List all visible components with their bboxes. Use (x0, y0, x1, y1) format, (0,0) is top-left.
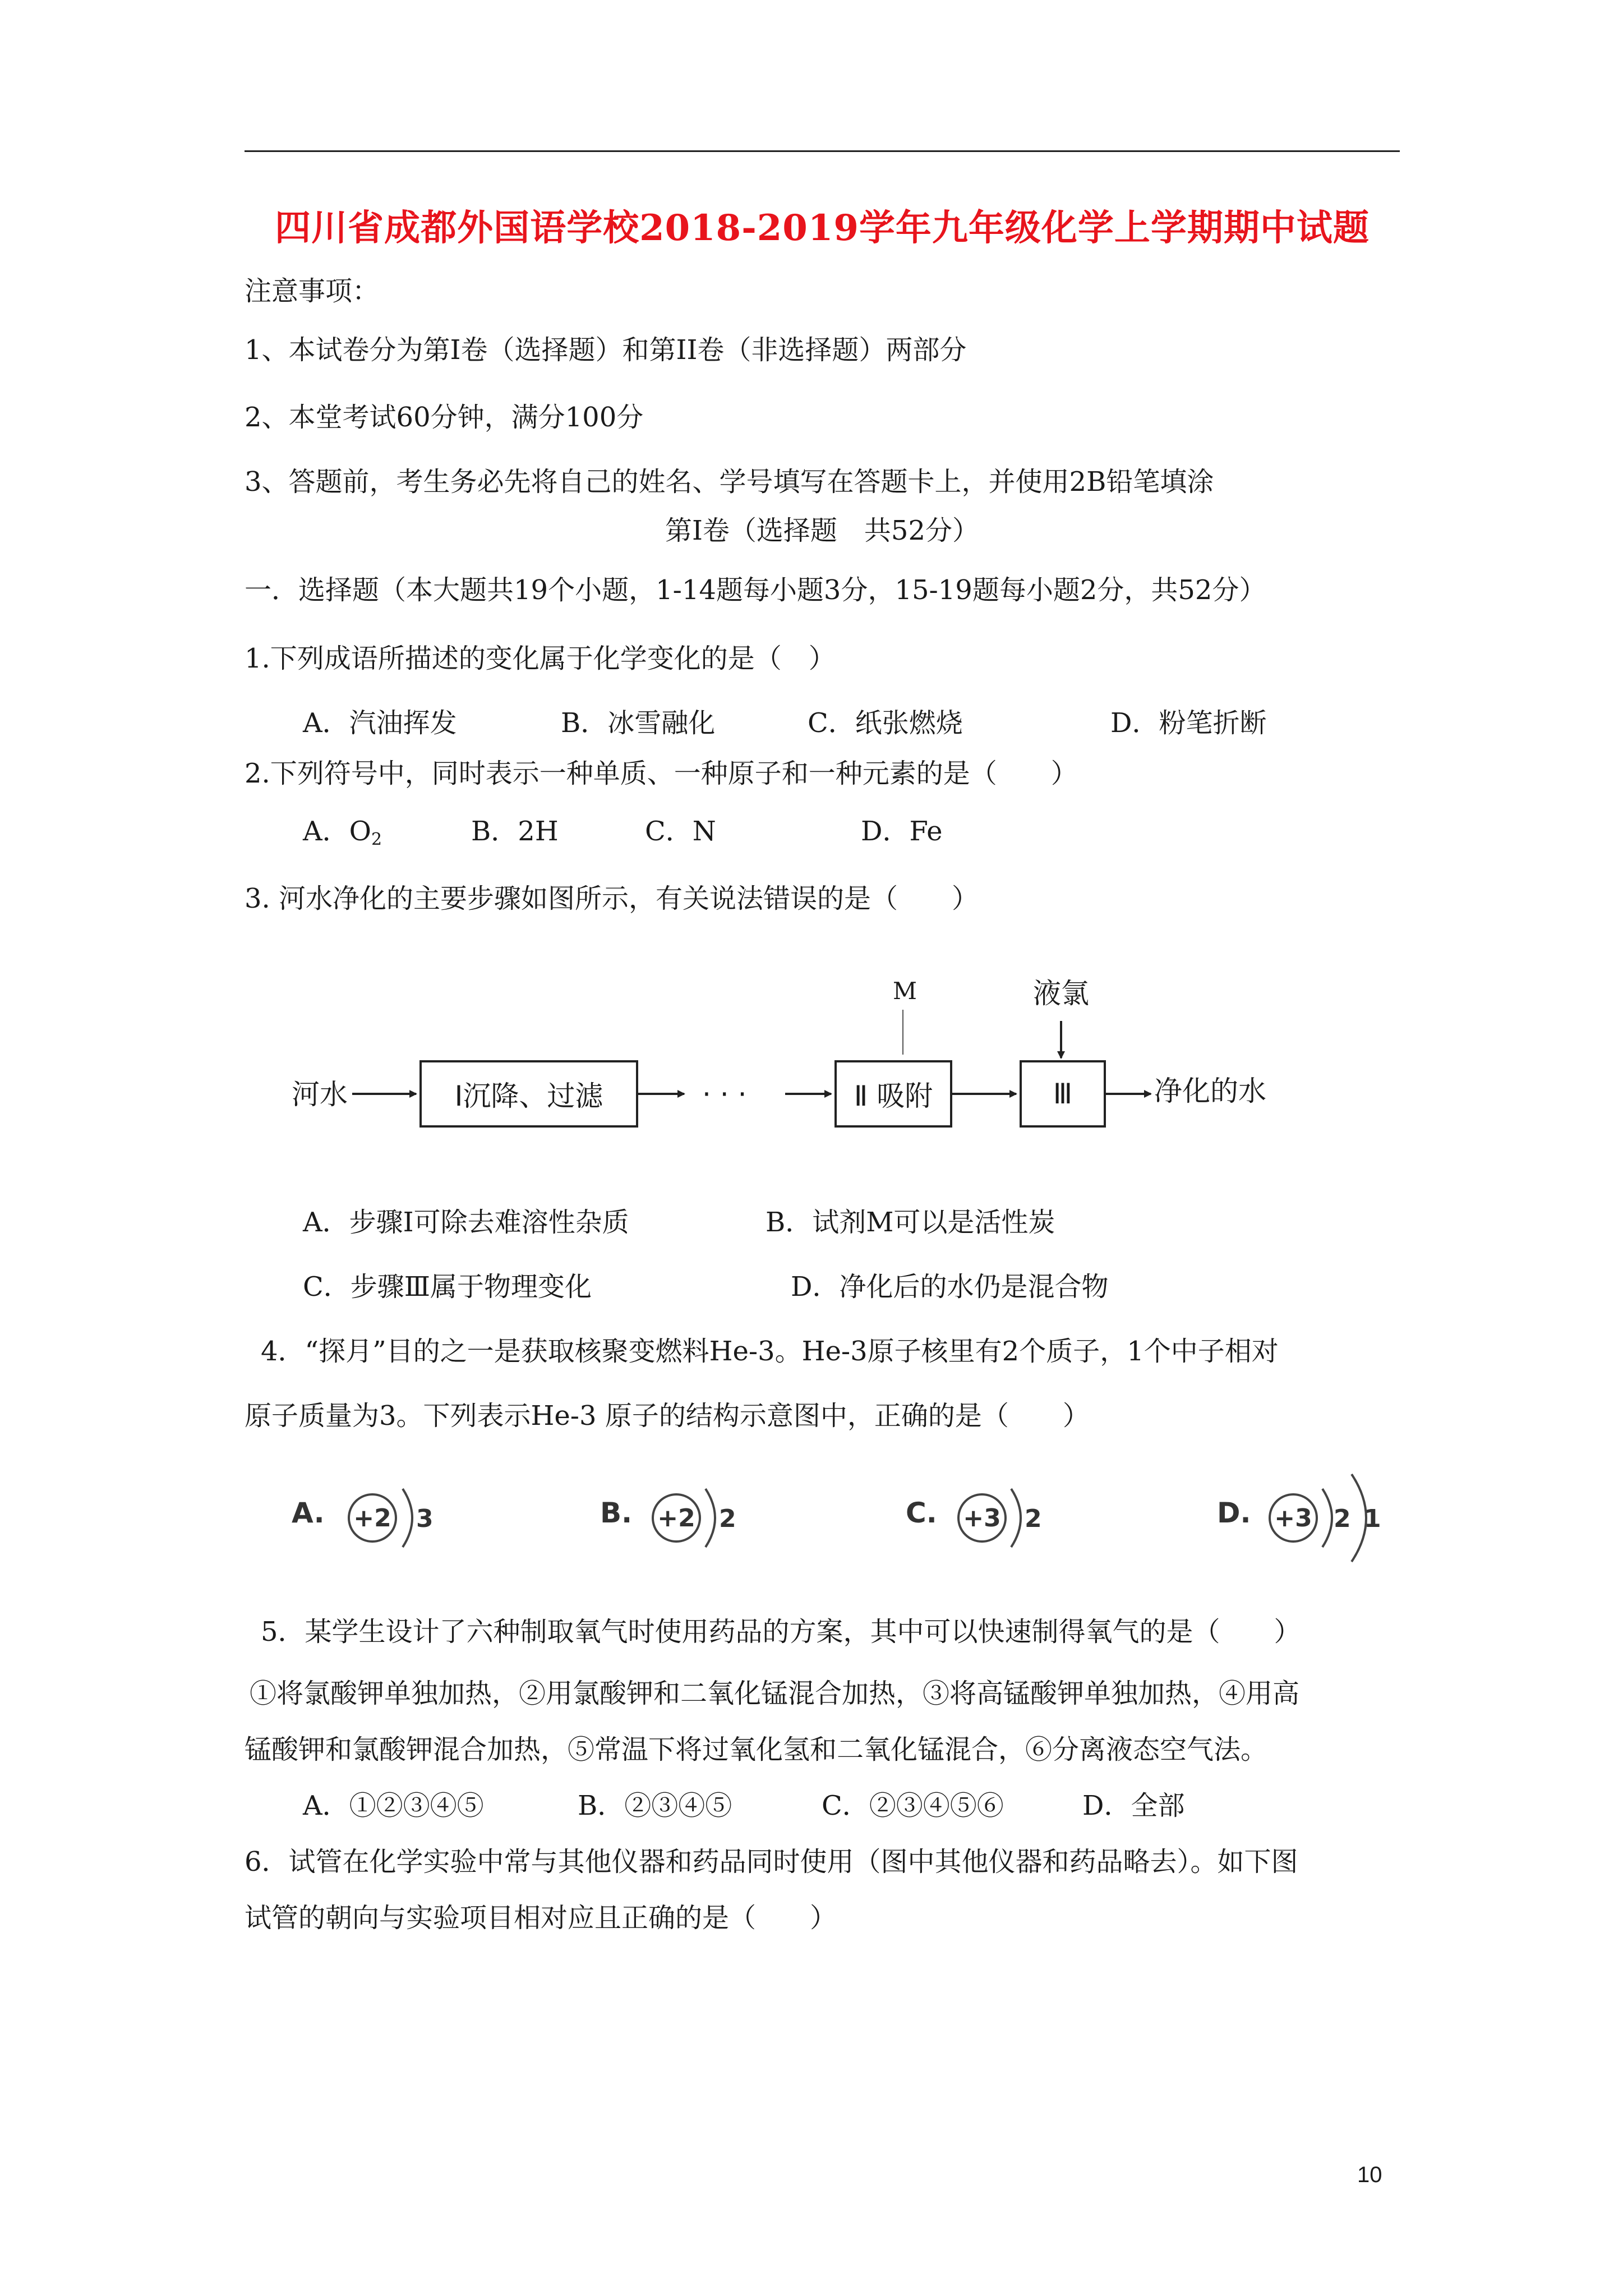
step-1-box: Ⅰ沉降、过滤 (419, 1060, 638, 1128)
question-4-stem: 4．“探月”目的之一是获取核聚变燃料He-3。He-3原子核里有2个质子，1个中子相对 (261, 1336, 1279, 1367)
section-intro: 一．选择题（本大题共19个小题，1-14题每小题3分，15-19题每小题2分，共52分） (245, 574, 1266, 606)
electron-shell-arc (292, 1464, 460, 1576)
question-2-option: C．N (645, 816, 716, 847)
question-5-option: C．②③④⑤⑥ (822, 1790, 1004, 1821)
atom-option-c (906, 1464, 1074, 1576)
question-1-option: B．冰雪融化 (561, 707, 716, 739)
header-rule (245, 150, 1400, 152)
step-3-box: Ⅲ (1020, 1060, 1106, 1128)
shell-electron-count: 2 (719, 1504, 736, 1533)
electron-shell-arc (600, 1464, 768, 1576)
question-5-option: A．①②③④⑤ (303, 1790, 484, 1821)
question-2-stem: 2.下列符号中，同时表示一种单质、一种原子和一种元素的是（ ） (245, 758, 1078, 789)
option-letter: B. (600, 1497, 633, 1529)
notice-item: 3、答题前，考生务必先将自己的姓名、学号填写在答题卡上，并使用2B铅笔填涂 (245, 466, 1214, 498)
nucleus: +2 (652, 1493, 701, 1543)
atom-option-a (292, 1464, 460, 1576)
question-1-stem: 1.下列成语所描述的变化属于化学变化的是（ ） (245, 643, 836, 674)
option-letter: D. (1217, 1497, 1251, 1529)
electron-shell-arc (906, 1464, 1074, 1576)
question-1-option: A．汽油挥发 (303, 707, 457, 739)
question-3-option: C．步骤Ⅲ属于物理变化 (303, 1271, 592, 1303)
section-title: 第Ⅰ卷（选择题 共52分） (665, 515, 980, 546)
notice-item: 2、本堂考试60分钟，满分100分 (245, 402, 644, 433)
river-water-label: 河水 (292, 1078, 348, 1111)
nucleus: +3 (957, 1493, 1007, 1543)
question-6-stem-continued: 试管的朝向与实验项目相对应且正确的是（ ） (245, 1902, 837, 1934)
question-2-option: B．2H (471, 816, 559, 847)
liquid-chlorine-label: 液氯 (1033, 977, 1089, 1010)
question-3-stem: 3. 河水净化的主要步骤如图所示，有关说法错误的是（ ） (245, 883, 979, 914)
question-3-option: A．步骤Ⅰ可除去难溶性杂质 (303, 1207, 629, 1238)
atom-structure-options (280, 1464, 1402, 1576)
question-3-option: B．试剂M可以是活性炭 (766, 1207, 1055, 1238)
atom-option-d (1217, 1464, 1402, 1576)
option-letter: A. (292, 1497, 325, 1529)
question-1-option: D．粉笔折断 (1110, 707, 1267, 739)
notice-heading: 注意事项： (245, 275, 380, 307)
shell-electron-count: 1 (1364, 1504, 1381, 1533)
question-4-stem-continued: 原子质量为3。下列表示He-3 原子的结构示意图中，正确的是（ ） (245, 1400, 1090, 1432)
question-3-option: D．净化后的水仍是混合物 (791, 1271, 1109, 1303)
notice-item: 1、本试卷分为第Ⅰ卷（选择题）和第II卷（非选择题）两部分 (245, 334, 967, 366)
question-5-methods: ①将氯酸钾单独加热，②用氯酸钾和二氧化锰混合加热，③将高锰酸钾单独加热，④用高 (250, 1678, 1300, 1709)
water-purification-diagram (292, 976, 1318, 1156)
reagent-m-label: M (893, 977, 917, 1005)
option-letter: C. (906, 1497, 937, 1529)
question-5-option: B．②③④⑤ (578, 1790, 732, 1821)
page-number: 10 (1357, 2162, 1382, 2187)
question-2-option: D．Fe (861, 816, 943, 847)
atom-option-b (600, 1464, 768, 1576)
ellipsis-label: · · · (702, 1078, 747, 1111)
shell-electron-count: 2 (1334, 1504, 1351, 1533)
exam-title: 四川省成都外国语学校2018-2019学年九年级化学上学期期中试题 (275, 207, 1370, 249)
question-5-option: D．全部 (1082, 1790, 1185, 1821)
question-2-option: A．$O_2$ (303, 816, 382, 849)
question-5-stem: 5．某学生设计了六种制取氧气时使用药品的方案，其中可以快速制得氧气的是（ ） (261, 1616, 1301, 1648)
step-2-box: Ⅱ 吸附 (834, 1060, 952, 1128)
shell-electron-count: 3 (416, 1504, 434, 1533)
question-1-option: C．纸张燃烧 (808, 707, 963, 739)
nucleus: +3 (1269, 1493, 1318, 1543)
question-6-stem: 6．试管在化学实验中常与其他仪器和药品同时使用（图中其他仪器和药品略去）。如下图 (245, 1846, 1298, 1878)
shell-electron-count: 2 (1025, 1504, 1042, 1533)
purified-water-label: 净化的水 (1154, 1075, 1266, 1107)
question-5-methods-continued: 锰酸钾和氯酸钾混合加热，⑤常温下将过氧化氢和二氧化锰混合，⑥分离液态空气法。 (245, 1734, 1268, 1765)
nucleus: +2 (348, 1493, 397, 1543)
